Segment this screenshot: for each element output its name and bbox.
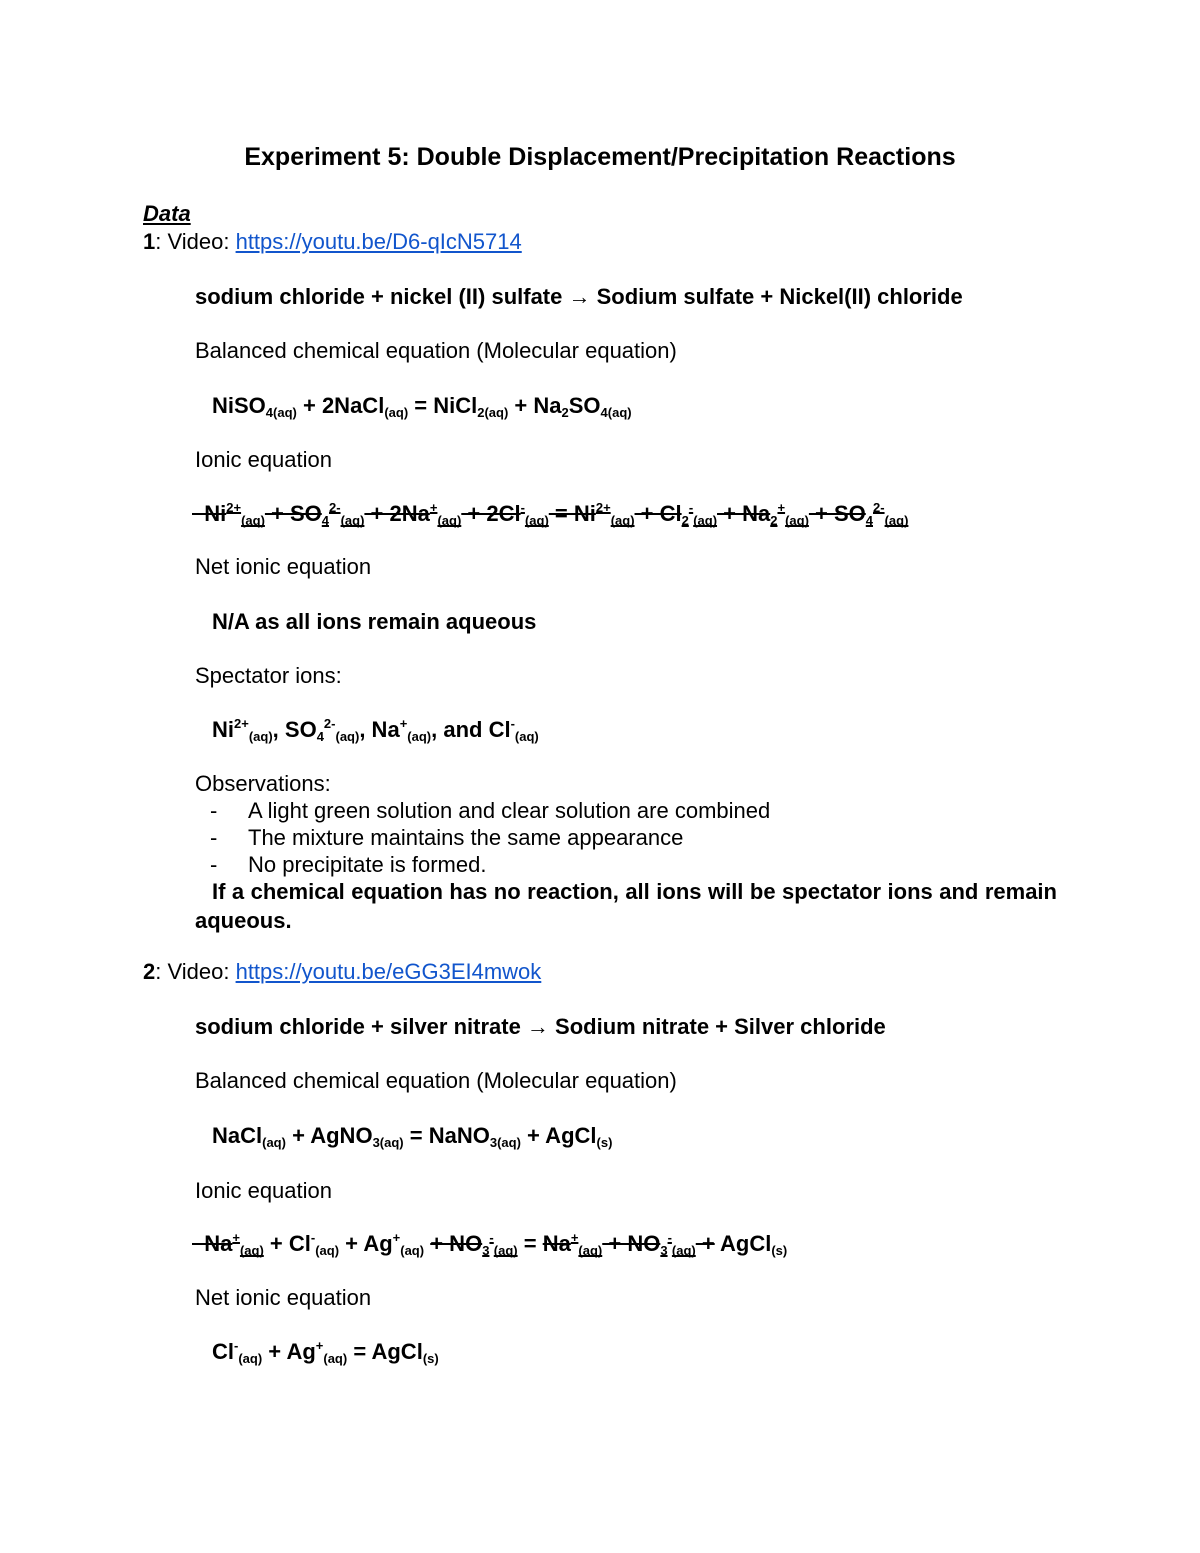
exp1-video-line [143,228,522,256]
exp2-word-equation: sodium chloride + silver nitrate → Sodium nitrate + Silver chloride [195,1014,886,1039]
exp2-number: 2 [143,959,156,984]
exp1-net-label: Net ionic equation [195,554,372,579]
exp1-video-label: : Video: [155,229,236,254]
exp1-spectator-ions: $Ni^{2+}_{(aq)}$, $SO_4^{2-}_{(aq)}$, $Na^+_{(aq)}$, and $Cl^-_{(aq)}$ [212,716,539,744]
page-title: Experiment 5: Double Displacement/Precipitation Reactions [244,143,956,171]
exp2-video-link[interactable]: https://youtu.be/eGG3EI4mwok [235,959,542,984]
exp2-video-label: : Video: [155,959,236,984]
exp1-conclusion: If a chemical equation has no reaction, all ions will be spectator ions and remain aqueous. [195,879,1057,933]
exp2-molecular-equation: NaCl$_{(aq)}$ + AgNO$_{3(aq)}$ = NaNO$_{3(aq)}$ + AgCl$_{(s)}$ [212,1123,613,1150]
observation-item: - The mixture maintains the same appearance [210,825,684,850]
observation-item: - No precipitate is formed. [210,852,487,877]
exp1-spectator-label: Spectator ions: [195,663,342,688]
exp2-net-equation: $Cl^-_{(aq)} + Ag^+_{(aq)}$ = AgCl$_{(s)}$ [212,1338,439,1366]
exp2-ionic-equation: $Na^+_{(aq)} + Cl^-_{(aq)} + Ag^+_{(aq)} + NO_3^-_{(aq)} = Na^+_{(aq)} + NO_3^-_{(aq)}$ + AgCl$_{(s)}$ [192,1230,788,1258]
exp1-observations-label: Observations: [195,771,331,796]
exp1-number: 1 [143,229,156,254]
exp1-molecular-equation: NiSO$_{4(aq)}$ + 2NaCl$_{(aq)}$ = NiCl$_{2(aq)}$ + $Na_2SO_{4(aq)}$ [212,393,632,420]
exp1-video-link[interactable]: https://youtu.be/D6-qIcN5714 [235,229,522,254]
observation-item: - A light green solution and clear solution are combined [210,798,771,823]
exp1-molecular-label: Balanced chemical equation (Molecular equation) [195,338,677,363]
exp2-ionic-label: Ionic equation [195,1178,332,1203]
exp2-net-label: Net ionic equation [195,1285,372,1310]
exp2-video-line [143,958,541,986]
exp1-ionic-label: Ionic equation [195,447,332,472]
exp1-ionic-equation: $Ni^{2+}_{(aq)} + SO_4^{2-}_{(aq)} + 2Na^+_{(aq)} + 2Cl^-_{(aq)} = Ni^{2+}_{(aq)} + Cl_2^-_{(aq)} + Na_2^+_{(aq)} + SO_4^{2-}_{(aq)}$ [192,500,909,528]
data-heading: Data [143,201,191,226]
exp1-word-equation: sodium chloride + nickel (II) sulfate → Sodium sulfate + Nickel(II) chloride [195,284,963,309]
exp1-net-equation: N/A as all ions remain aqueous [212,609,537,634]
exp2-molecular-label: Balanced chemical equation (Molecular equation) [195,1068,677,1093]
